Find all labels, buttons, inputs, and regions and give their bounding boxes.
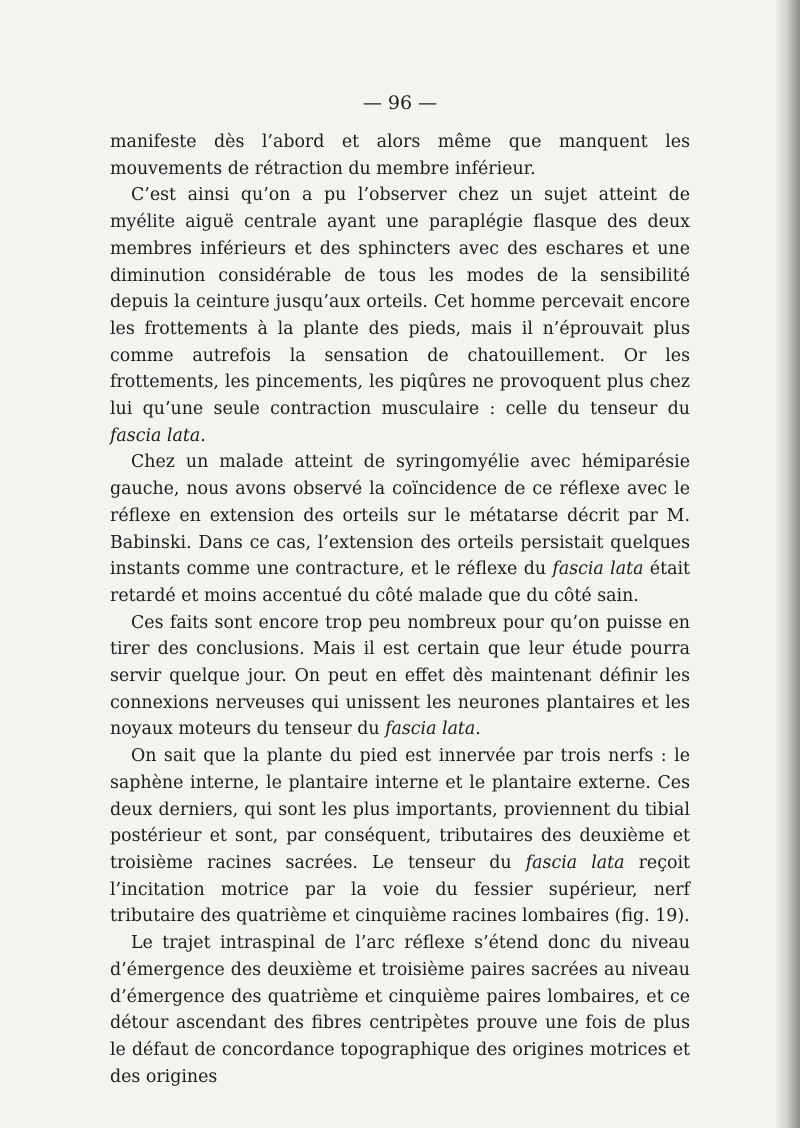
paragraph-reflex-arc <box>110 930 690 1090</box>
paragraph-text: manifeste dès l’abord et alors même que manquent les mouvements de rétraction du membre inférieur. <box>110 132 690 179</box>
page-number: — 96 — <box>362 92 438 114</box>
body-text <box>110 129 690 1090</box>
paragraph-text: On sait que la plante du pied est innervée par trois nerfs : le saphène interne, le plantaire interne et le plantaire externe. Ces deux derniers, qui sont les plus importants, proviennent du tibial postérieur et sont, par conséquent, tributaires des deuxième et troisième racines sacrées. Le tenseur du <box>110 746 690 873</box>
paragraph-continued <box>110 129 690 182</box>
italic-term: fascia lata <box>552 559 644 580</box>
paragraph-conclusions <box>110 610 690 744</box>
paragraph-text: Ces faits sont encore trop peu nombreux pour qu’on puisse en tirer des conclusions. Mais il est certain que leur étude pourra servir quelque jour. On peut en effet dès maintenant définir les connexions nerveuses qui unissent les neurones plantaires et les noyaux moteurs du tenseur du <box>110 612 690 740</box>
italic-term: fascia lata <box>525 852 625 873</box>
paragraph-text: Chez un malade atteint de syringomyélie avec hémiparésie gauche, nous avons observé la coïncidence de ce réflexe avec le réflexe en extension des orteils sur le métatarse décrit par M. Babinski. Dans ce cas, l’extension des orteils persistait quelques instants comme une contracture, et le réflexe du <box>110 452 690 580</box>
paragraph-syringomyelie-case <box>110 449 690 609</box>
italic-term: fascia lata <box>385 719 476 740</box>
paragraph-text-end: était retardé et moins accentué du côté malade que du côté sain. <box>110 559 690 606</box>
paragraph-text: C’est ainsi qu’on a pu l’observer chez un sujet atteint de myélite aiguë centrale ayant une paraplégie flasque des deux membres inférieurs et des sphincters avec des eschares et une diminution considérable de tous les modes de la sensibilité depuis la ceinture jusqu’aux orteils. Cet homme percevait encore les frottements à la plante des pieds, mais il n’éprouvait plus comme autrefois la sensation de chatouillement. Or les frottements, les pincements, les piqûres ne provoquent plus chez lui qu’une seule contraction musculaire : celle du tenseur du <box>110 185 690 420</box>
paragraph-innervation <box>110 743 690 930</box>
paragraph-text-end: . <box>475 719 481 740</box>
paragraph-text-end: . <box>200 425 206 446</box>
paragraph-text-end: reçoit l’incitation motrice par la voie du fessier supérieur, nerf tributaire des quatrième et cinquième racines lombaires (fig. 19). <box>110 852 690 927</box>
paragraph-myelite-case <box>110 182 690 449</box>
italic-term: fascia lata <box>110 425 201 446</box>
paragraph-text: Le trajet intraspinal de l’arc réflexe s’étend donc du niveau d’émergence des deuxième et troisième paires sacrées au niveau d’émergence des quatrième et cinquième paires lombaires, et ce détour ascendant des fibres centripètes prouve une fois de plus le défaut de concordance topographique des origines motrices et des origines <box>110 933 690 1087</box>
page-edge-shadow <box>776 0 800 1128</box>
